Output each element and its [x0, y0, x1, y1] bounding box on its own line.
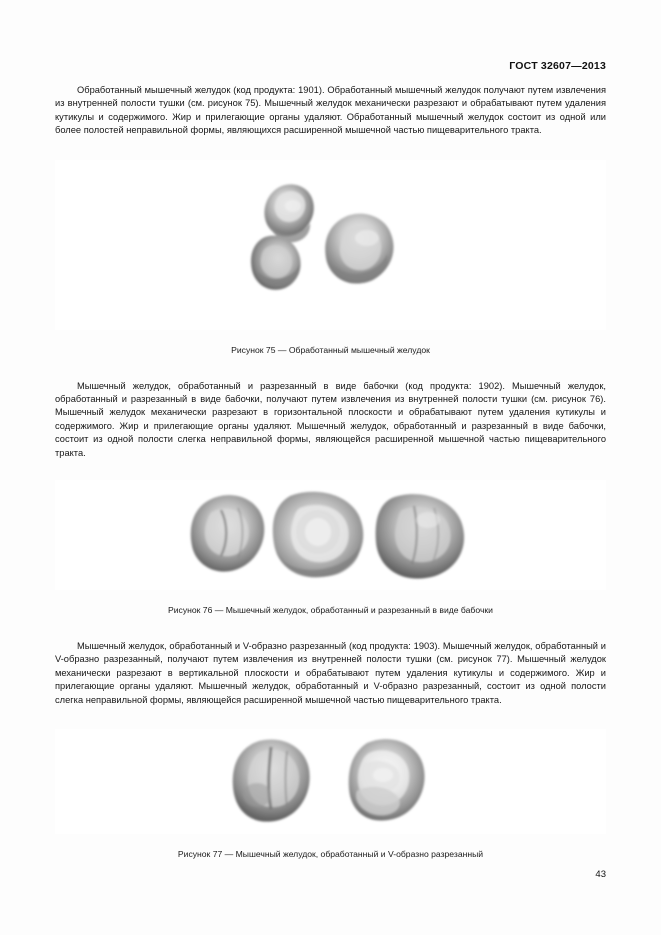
figure-75: [55, 160, 606, 356]
spacer: [55, 707, 606, 729]
figure-75-caption: Рисунок 75 — Обработанный мышечный желудок: [231, 344, 430, 355]
paragraph-1901: Обработанный мышечный желудок (код продукта: 1901). Обработанный мышечный желудок получают путем извлечения из внутренней полости тушки (см. рисунок 75). Мышечный желудок механически разрезают и обрабатывают путем удаления кутикулы и содержимого. Жир и прилегающие органы удаляют. Обработанный мышечный желудок состоит из одной или более полостей неправильной формы, являющихся расширенной мышечной частью пищеварительного тракта.: [55, 85, 606, 136]
figure-75-image: [55, 160, 606, 330]
figure-77-image: [55, 729, 606, 834]
spacer: [55, 590, 606, 604]
paragraph-1903: Мышечный желудок, обработанный и V-образно разрезанный (код продукта: 1903). Мышечный желудок, обработанный и V-образно разрезанный, получают путем извлечения из внутренней полости тушки (см. рисунок 77). Мышечный желудок механически разрезают в вертикальной плоскости и обрабатывают путем удаления кутикулы и содержимого. Жир и прилегающие органы удаляют. Мышечный желудок, обработанный и V-образно разрезанный, состоит из одной полости слегка неправильной формы, являющейся расширенной мышечной частью пищеварительного тракта.: [55, 641, 606, 705]
spacer: [55, 460, 606, 480]
paragraph-1902: Мышечный желудок, обработанный и разрезанный в виде бабочки (код продукта: 1902). Мышечный желудок, обработанный и разрезанный в виде бабочки, получают путем извлечения из внутренней полости тушки (см. рисунок 76). Мышечный желудок механически разрезают в горизонтальной плоскости и обрабатывают путем удаления кутикулы и содержимого. Жир и прилегающие органы удаляют. Мышечный желудок, обработанный и разрезанный в виде бабочки, состоит из одной полости слегка неправильной формы, являющейся расширенной мышечной частью пищеварительного тракта.: [55, 380, 606, 458]
page-number: 43: [595, 869, 606, 880]
gizzard-photo-76: [166, 480, 496, 590]
figure-76-caption: Рисунок 76 — Мышечный желудок, обработанный и разрезанный в виде бабочки: [168, 605, 493, 616]
spacer: [55, 330, 606, 344]
page-header: [509, 60, 606, 72]
gizzard-photo-75: [171, 160, 491, 330]
figure-77-caption: Рисунок 77 — Мышечный желудок, обработанный и V-образно разрезанный: [177, 849, 484, 860]
spacer: [55, 616, 606, 640]
spacer: [55, 834, 606, 848]
figure-76: [55, 480, 606, 616]
gizzard-photo-77: [201, 729, 461, 834]
spacer: [55, 356, 606, 380]
figure-77: [55, 729, 606, 860]
page-content: [55, 84, 606, 860]
standard-designation: ГОСТ 32607—2013: [509, 60, 606, 72]
figure-76-image: [55, 480, 606, 590]
spacer: [55, 138, 606, 160]
